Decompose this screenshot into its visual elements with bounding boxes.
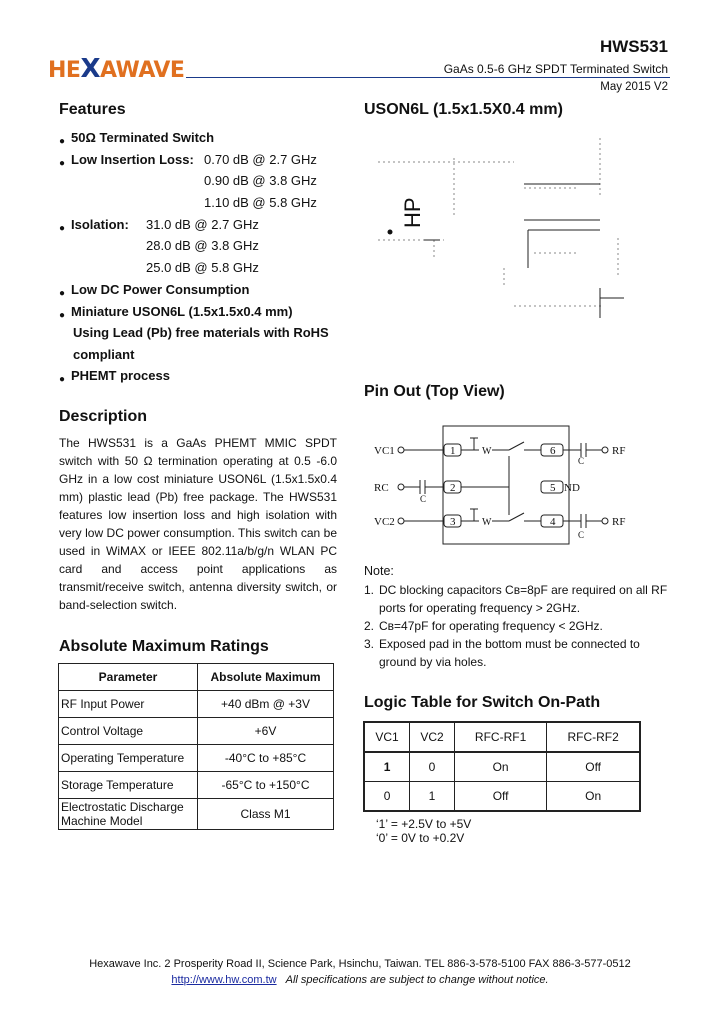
feature-phemt: PHEMT process (71, 368, 170, 383)
table-header: RFC-RF1 (454, 722, 546, 752)
logic-heading: Logic Table for Switch On-Path (364, 694, 601, 711)
table-cell: On (454, 752, 546, 782)
company-logo (48, 54, 184, 84)
table-cell: Operating Temperature (59, 745, 198, 772)
note-item-2 (364, 617, 664, 635)
feature-miniature: Miniature USON6L (1.5x1.5x0.4 mm) (71, 304, 293, 319)
pinout-heading: Pin Out (Top View) (364, 383, 505, 400)
table-cell: Class M1 (198, 799, 334, 830)
ratings-table (58, 663, 334, 830)
footer-address: Hexawave Inc. 2 Prosperity Road II, Science Park, Hsinchu, Taiwan. TEL 886-3-578-5100 FAX 886-3-577-0512 (89, 958, 631, 970)
pin-number-1: 1 (450, 445, 456, 457)
description-text: The HWS531 is a GaAs PHEMT MMIC SPDT switch with 50 Ω termination operating at 0.5 -6.0 GHz in a low cost miniature USON6L (1.5x1.5x0.4 mm) plastic lead (Pb) free package. The HWS531 features low insertion loss and high isolation with very low DC power consumption. This switch can be used in WiMAX or IEEE 802.11a/b/g/n WLAN PC card and access point applications as transmit/receive switch, antenna diversity switch, or band-selection switch. (59, 436, 337, 612)
table-row (364, 782, 640, 812)
features-heading: Features (59, 101, 126, 118)
pin-number-3: 3 (450, 516, 456, 528)
pin-label-rf2: RF (612, 516, 626, 528)
table-cell: -65°C to +150°C (198, 772, 334, 799)
feature-lead-free-2: compliant (73, 347, 135, 362)
bullet-icon: ● (59, 136, 66, 147)
pin-number-6: 6 (550, 445, 556, 457)
table-cell: -40°C to +85°C (198, 745, 334, 772)
note-number: 2. (364, 619, 375, 633)
footer-links (0, 974, 720, 986)
table-cell: Off (547, 752, 640, 782)
table-row (59, 691, 334, 718)
pin-label-vc2: VC2 (374, 516, 395, 528)
ratings-heading: Absolute Maximum Ratings (59, 638, 269, 655)
table-cell: Electrostatic Discharge Machine Model (59, 799, 198, 830)
iso-value-1: 31.0 dB @ 2.7 GHz (146, 217, 259, 232)
logo-x: X (80, 54, 100, 84)
table-cell: +40 dBm @ +3V (198, 691, 334, 718)
package-marking: HP (400, 197, 425, 228)
bullet-icon: ● (59, 374, 66, 385)
package-heading: USON6L (1.5x1.5X0.4 mm) (364, 101, 563, 118)
table-header-row (59, 664, 334, 691)
table-header: RFC-RF2 (547, 722, 640, 752)
bullet-icon: ● (59, 310, 66, 321)
logic-table (363, 721, 641, 812)
table-row (59, 772, 334, 799)
note-text: Cʙ=47pF for operating frequency < 2GHz. (379, 619, 603, 633)
pin-number-4: 4 (550, 516, 556, 528)
iso-value-3: 25.0 dB @ 5.8 GHz (146, 260, 259, 275)
revision-date: May 2015 V2 (600, 81, 668, 93)
table-cell: RF Input Power (59, 691, 198, 718)
note-item-3 (364, 635, 664, 669)
product-subtitle: GaAs 0.5-6 GHz SPDT Terminated Switch (443, 62, 668, 76)
table-header-row (364, 722, 640, 752)
table-row (59, 799, 334, 830)
iso-value-2: 28.0 dB @ 3.8 GHz (146, 238, 259, 253)
cap-label: C (578, 530, 585, 540)
note-item-1 (364, 581, 668, 615)
pin-label-vc1: VC1 (374, 445, 395, 457)
table-cell: 0 (364, 782, 410, 812)
note-text: Exposed pad in the bottom must be connected to ground by via holes. (379, 637, 640, 669)
table-cell: 0 (410, 752, 455, 782)
feature-lead-free-1: Using Lead (Pb) free materials with RoHS (73, 325, 329, 340)
note-number: 1. (364, 583, 375, 597)
table-header: VC2 (410, 722, 455, 752)
part-number: HWS531 (599, 37, 668, 56)
table-cell: Control Voltage (59, 718, 198, 745)
description-heading: Description (59, 408, 148, 425)
header-rule (186, 77, 670, 78)
il-value-2: 0.90 dB @ 3.8 GHz (204, 173, 317, 188)
feature-terminated: 50Ω Terminated Switch (71, 130, 215, 145)
table-cell: Off (454, 782, 546, 812)
table-cell: 1 (364, 752, 410, 782)
pin1-dot-icon (388, 230, 393, 235)
bullet-icon: ● (59, 288, 66, 299)
table-cell: Storage Temperature (59, 772, 198, 799)
pin-number-5: 5 (550, 482, 556, 494)
pin-label-gnd: ND (564, 482, 580, 494)
table-cell: On (547, 782, 640, 812)
logic-def-0: ‘0’ = 0V to +0.2V (376, 831, 465, 845)
pin-label-rfc: RC (374, 482, 389, 494)
feature-low-dc: Low DC Power Consumption (71, 282, 250, 297)
logo-text-right: AWAVE (100, 58, 185, 83)
note-number: 3. (364, 637, 375, 651)
table-header: Absolute Maximum (198, 664, 334, 691)
table-header: Parameter (59, 664, 198, 691)
table-cell: +6V (198, 718, 334, 745)
footer-disclaimer: All specifications are subject to change without notice. (285, 974, 549, 986)
il-value-3: 1.10 dB @ 5.8 GHz (204, 195, 317, 210)
pinout-diagram (364, 420, 664, 555)
cap-label: C (578, 456, 585, 466)
notes-heading: Note: (364, 564, 394, 578)
feature-il-label: Low Insertion Loss: (71, 152, 194, 167)
logic-def-1: ‘1’ = +2.5V to +5V (376, 817, 472, 831)
package-outline-drawing (364, 128, 664, 328)
table-row (59, 745, 334, 772)
cap-label: C (420, 494, 427, 504)
table-cell: 1 (410, 782, 455, 812)
bullet-icon: ● (59, 158, 66, 169)
pin-number-2: 2 (450, 482, 456, 494)
logo-text-left: HE (48, 58, 81, 83)
pin-label-rf1: RF (612, 445, 626, 457)
table-row (364, 752, 640, 782)
table-header: VC1 (364, 722, 410, 752)
company-url-link[interactable]: http://www.hw.com.tw (171, 974, 277, 986)
note-text: DC blocking capacitors Cʙ=8pF are required on all RF ports for operating frequency > 2GHz. (379, 583, 668, 615)
resistor-label: W (482, 446, 492, 457)
table-row (59, 718, 334, 745)
feature-iso-label: Isolation: (71, 217, 129, 232)
bullet-icon: ● (59, 223, 66, 234)
il-value-1: 0.70 dB @ 2.7 GHz (204, 152, 317, 167)
resistor-label: W (482, 517, 492, 528)
